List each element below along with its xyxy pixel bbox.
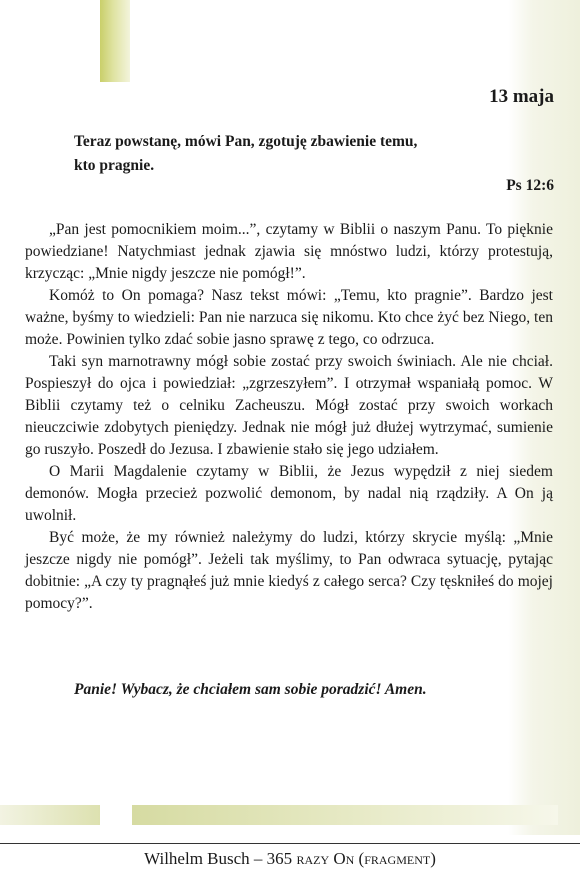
bible-verse [74,130,494,178]
bookmark-ribbon [100,0,130,82]
paragraph-5: Być może, że my również należymy do ludzi, którzy skrycie myślą: „Mnie jeszcze nigdy nie pomógł”. Jeżeli tak myślimy, to Pan odwraca sytuację, pytając dobitnie: „A czy ty pragnąłeś już mnie kiedyś z całego serca? Czy tęskniłeś do mojej pomocy?”. [25,529,553,612]
paragraph-4: O Marii Magdalenie czytamy w Biblii, że Jezus wypędził z niej siedem demonów. Mogła przecież pozwolić demonom, by nadal nią rządziły. A On ją uwolnił. [25,463,553,524]
verse-line-1: Teraz powstanę, mówi Pan, zgotuję zbawienie temu, [74,133,418,150]
paragraph-2: Komóż to On pomaga? Nasz tekst mówi: „Temu, kto pragnie”. Bardzo jest ważne, byśmy to wiedzieli: Pan nie narzuca się nikomu. Kto chce żyć bez Niego, ten może. Powinien tylko zdać sobie jasno sprawę z tego, co odrzuca. [25,287,553,348]
footer-citation [0,849,580,869]
page-date: 13 maja [489,86,554,107]
paragraph-1: „Pan jest pomocnikiem moim...”, czytamy w Biblii o naszym Panu. To pięknie powiedziane! Natychmiast jednak zjawia się mnóstwo ludzi, którzy protestują, krzycząc: „Mnie nigdy jeszcze nie pomógł!”. [25,221,553,282]
verse-line-2: kto pragnie. [74,157,155,174]
devotional-text [25,219,553,615]
footer-title: razy On (fragment) [296,849,436,868]
decorative-band-right [132,805,558,825]
verse-reference: Ps 12:6 [506,177,554,194]
paragraph-3: Taki syn marnotrawny mógł sobie zostać przy swoich świniach. Ale nie chciał. Pospieszył do ojca i powiedział: „zgrzeszyłem”. I otrzymał wspaniałą pomoc. W Biblii czytamy też o celniku Zacheuszu. Mógł zostać przy swoich workach nieuczciwie zdobytych pieniędzy. Jednak nie mógł już dłużej wytrzymać, sumienie go ruszyło. Poszedł do Jezusa. I zbawienie stało się jego udziałem. [25,353,553,458]
footer-divider [0,843,580,844]
footer-author: Wilhelm Busch – 365 [144,849,297,868]
closing-prayer: Panie! Wybacz, że chciałem sam sobie poradzić! Amen. [74,681,427,698]
decorative-band-left [0,805,100,825]
